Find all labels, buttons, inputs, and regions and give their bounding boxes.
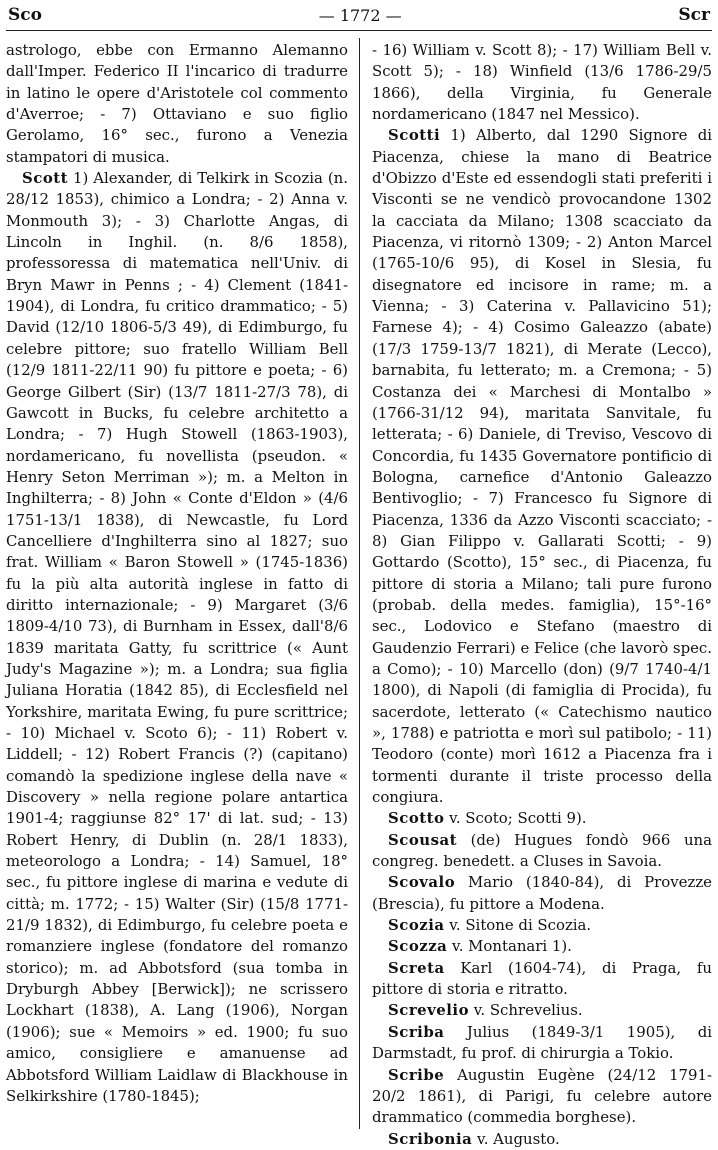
entry-scozza: Scozza v. Montanari 1). xyxy=(388,937,572,956)
entry-scotto: Scotto v. Scoto; Scotti 9). xyxy=(388,809,587,828)
right-column xyxy=(372,40,712,1148)
entry-scozia: Scozia v. Sitone di Scozia. xyxy=(388,916,592,935)
headword: Scozia xyxy=(388,916,445,935)
entry-screta: Screta Karl (1604-74), di Praga, fu pittore di storia e ritratto. xyxy=(372,958,712,999)
left-column xyxy=(6,40,348,1127)
column-divider xyxy=(359,38,360,1129)
entry-scott: Scott 1) Alexander, di Telkirk in Scozia (n. 28/12 1853), chimico a Londra; - 2) Anna v. Monmouth 3); - 3) Charlotte Angas, di Lincoln in Inghil. (n. 8/6 1858), professoressa di matematica nell'Univ. di Bryn Mawr in Penns ; - 4) Clement (1841-1904), di Londra, fu critico drammatico; - 5) David (12/10 1806-5/3 49), di Edimburgo, fu celebre pittore; suo fratello William Bell (12/9 1811-22/11 90) fu pittore e poeta; - 6) George Gilbert (Sir) (13/7 1811-27/3 78), di Gawcott in Bucks, fu celebre architetto a Londra; - 7) Hugh Stowell (1863-1903), nordamericano, fu novellista (pseudon. « Henry Seton Merriman »); m. a Melton in Inghilterra; - 8) John « Conte d'Eldon » (4/6 1751-13/1 1838), di Newcastle, fu Lord Cancelliere d'Inghilterra sino al 1827; suo frat. William « Baron Stowell » (1745-1836) fu la più alta autorità inglese in fatto di diritto internazionale; - 9) Margaret (3/6 1809-4/10 73), di Burnham in Essex, dall'8/6 1839 maritata Gatty, fu scrittrice (« Aunt Judy's Magazine »); m. a Londra; sua figlia Juliana Horatia (1842 85), di Ecclesfield nel Yorkshire, maritata Ewing, fu pure scrittrice; - 10) Michael v. Scoto 6); - 11) Robert v. Liddell; - 12) Robert Francis (?) (capitano) comandò la spedizione inglese della nave « Discovery » nella regione polare antartica 1901-4; raggiunse 82° 17' di lat. sud; - 13) Robert Henry, di Dublin (n. 28/1 1833), meteorologo a Londra; - 14) Samuel, 18° sec., fu pittore inglese di marina e vedute di città; m. 1772; - 15) Walter (Sir) (15/8 1771-21/9 1832), di Edimburgo, fu celebre poeta e romanziere inglese (fondatore del romanzo storico); m. ad Abbotsford (sua tomba in Dryburgh Abbey [Berwick]); ne scrissero Lockhart (1838), A. Lang (1906), Norgan (1906); sue « Memoirs » ed. 1900; fu suo amico, consigliere e amanuense ad Abbotsford William Laidlaw di Blackhouse in Selkirkshire (1780-1845); xyxy=(6,169,348,1105)
headword: Scribe xyxy=(388,1065,445,1084)
entry-scribonia: Scribonia v. Augusto. xyxy=(388,1129,560,1148)
headword: Scott xyxy=(22,169,69,188)
headword: Scovalo xyxy=(388,873,456,892)
header-left-word: Sco xyxy=(8,5,42,25)
headword: Scribonia xyxy=(388,1129,473,1148)
header-rule xyxy=(6,30,712,31)
entry-scousat: Scousat (de) Hugues fondò 966 una congreg. benedett. a Cluses in Savoia. xyxy=(372,830,712,871)
headword: Scousat xyxy=(388,830,457,849)
entry-scriba: Scriba Julius (1849-3/1 1905), di Darmstadt, fu prof. di chirurgia a Tokio. xyxy=(372,1022,712,1063)
entry-scott-continued: - 16) William v. Scott 8); - 17) William Bell v. Scott 5); - 18) Winfield (13/6 1786-29/5 1866), della Virginia, fu Generale nordamericano (1847 nel Messico). xyxy=(372,41,712,124)
headword: Scriba xyxy=(388,1022,445,1041)
headword: Scotti xyxy=(388,126,441,145)
header-right-word: Scr xyxy=(678,5,710,25)
entry-screvelio: Screvelio v. Schrevelius. xyxy=(388,1001,583,1020)
headword: Screvelio xyxy=(388,1001,470,1020)
entry-scribe: Scribe Augustin Eugène (24/12 1791-20/2 1861), di Parigi, fu celebre autore drammatico (commedia borghese). xyxy=(372,1065,712,1127)
headword: Scozza xyxy=(388,937,448,956)
entry-scovalo: Scovalo Mario (1840-84), di Provezze (Brescia), fu pittore a Modena. xyxy=(372,873,712,913)
entry-scotti: Scotti 1) Alberto, dal 1290 Signore di Piacenza, chiese la mano di Beatrice d'Obizzo d'Este ed essendogli stati preferiti i Visconti se ne vendicò provocandone 1302 la cacciata da Milano; 1308 scacciato da Piacenza, vi ritornò 1309; - 2) Anton Marcel (1765-10/6 95), di Kosel in Slesia, fu disegnatore ed incisore in rame; m. a Vienna; - 3) Caterina v. Pallavicino 51); Farnese 4); - 4) Cosimo Galeazzo (abate) (17/3 1759-13/7 1821), di Merate (Lecco), barnabita, fu letterato; m. a Cremona; - 5) Costanza dei « Marchesi di Montalbo » (1766-31/12 94), maritata Sanvitale, fu letterata; - 6) Daniele, di Treviso, Vescovo di Concordia, fu 1435 Governatore pontificio di Bologna, carnefice d'Antonio Galeazzo Bentivoglio; - 7) Francesco fu Signore di Piacenza, 1336 da Azzo Visconti scacciato; - 8) Gian Filippo v. Gallarati Scotti; - 9) Gottardo (Scotto), 15° sec., di Piacenza, fu pittore di storia a Milano; tali pure furono (probab. della medes. famiglia), 15°-16° sec., Lodovico e Stefano (maestro di Gaudenzio Ferrari) e Felice (che lavorò spec. a Como); - 10) Marcello (don) (9/7 1740-4/1 1800), di Napoli (di famiglia di Procida), fu sacerdote, letterato (« Catechismo nautico », 1788) e patriotta e morì sul patibolo; - 11) Teodoro (conte) morì 1612 a Piacenza fra i tormenti durante il triste processo della congiura. xyxy=(372,126,712,807)
headword: Screta xyxy=(388,958,445,977)
entry-continued: astrologo, ebbe con Ermanno Alemanno dall'Imper. Federico II l'incarico di tradurre in latino le opere d'Aristotele col commento d'Averroe; - 7) Ottaviano e suo figlio Gerolamo, 16° sec., furono a Venezia stampatori di musica. xyxy=(6,41,348,166)
headword: Scotto xyxy=(388,809,445,828)
page-number: — 1772 — xyxy=(318,5,402,25)
page-header xyxy=(8,2,710,28)
